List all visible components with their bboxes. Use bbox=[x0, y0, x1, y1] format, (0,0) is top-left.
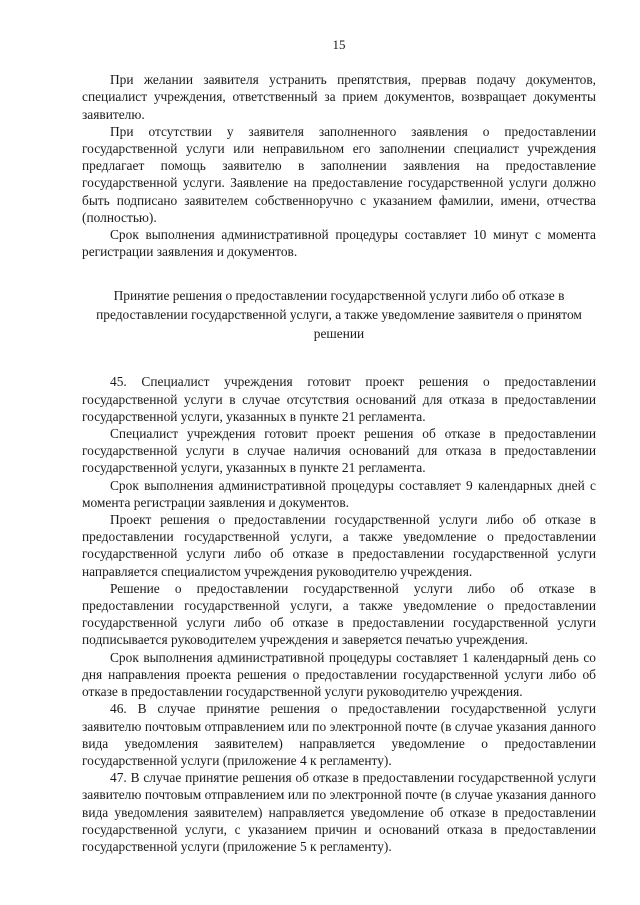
paragraph: Срок выполнения административной процедуры составляет 10 минут с момента регистрации заявления и документов. bbox=[82, 227, 596, 260]
page-number: 15 bbox=[332, 37, 346, 52]
section-title: Принятие решения о предоставлении государственной услуги либо об отказе в предоставлении государственной услуги, а также уведомление заявителя о принятом решении bbox=[96, 288, 582, 342]
paragraph: Специалист учреждения готовит проект решения об отказе в предоставлении государственной услуги в случае наличия оснований для отказа в предоставлении государственной услуги, указанных в пункте 21 регламента. bbox=[82, 426, 596, 476]
paragraph: 45. Специалист учреждения готовит проект решения о предоставлении государственной услуги в случае отсутствия оснований для отказа в предоставлении государственной услуги, указанных в пункте 21 регламента. bbox=[82, 374, 596, 424]
paragraph: 47. В случае принятие решения об отказе в предоставлении государственной услуги заявителю почтовым отправлением или по электронной почте (в случае указания данного вида уведомления заявителем) направляется уведомление об отказе в предоставлении государственной услуги, с указанием причин и оснований отказа в предоставлении государственной услуги (приложение 5 к регламенту). bbox=[82, 770, 596, 854]
paragraph: 46. В случае принятие решения о предоставлении государственной услуги заявителю почтовым отправлением или по электронной почте (в случае указания данного вида уведомления заявителем) направляется уведомление о предоставлении государственной услуги (приложение 4 к регламенту). bbox=[82, 701, 596, 768]
paragraph: Проект решения о предоставлении государственной услуги либо об отказе в предоставлении государственной услуги, а также уведомление о предоставлении государственной услуги либо об отказе в предоставлении государственной услуги направляется специалистом учреждения руководителю учреждения. bbox=[82, 512, 596, 579]
paragraph: Срок выполнения административной процедуры составляет 1 календарный день со дня направления проекта решения о предоставлении государственной услуги либо об отказе в предоставлении государственной услуги руководителю учреждения. bbox=[82, 649, 596, 700]
paragraph: Срок выполнения административной процедуры составляет 9 календарных дней с момента регистрации заявления и документов. bbox=[82, 477, 596, 510]
paragraph: Решение о предоставлении государственной услуги либо об отказе в предоставлении государственной услуги, а также уведомление о предоставлении государственной услуги либо об отказе в предоставлении государственной услуги подписывается руководителем учреждения и заверяется печатью учреждения. bbox=[82, 580, 596, 648]
paragraph: При желании заявителя устранить препятствия, прервав подачу документов, специалист учреждения, ответственный за прием документов, возвращает документы заявителю. bbox=[82, 72, 596, 122]
paragraph: При отсутствии у заявителя заполненного заявления о предоставлении государственной услуги или неправильном его заполнении специалист учреждения предлагает помощь заявителю в заполнении заявления на предоставление государственной услуги. Заявление на предоставление государственной услуги должно быть подписано заявителем собственноручно с указанием фамилии, имени, отчества (полностью). bbox=[82, 123, 596, 225]
